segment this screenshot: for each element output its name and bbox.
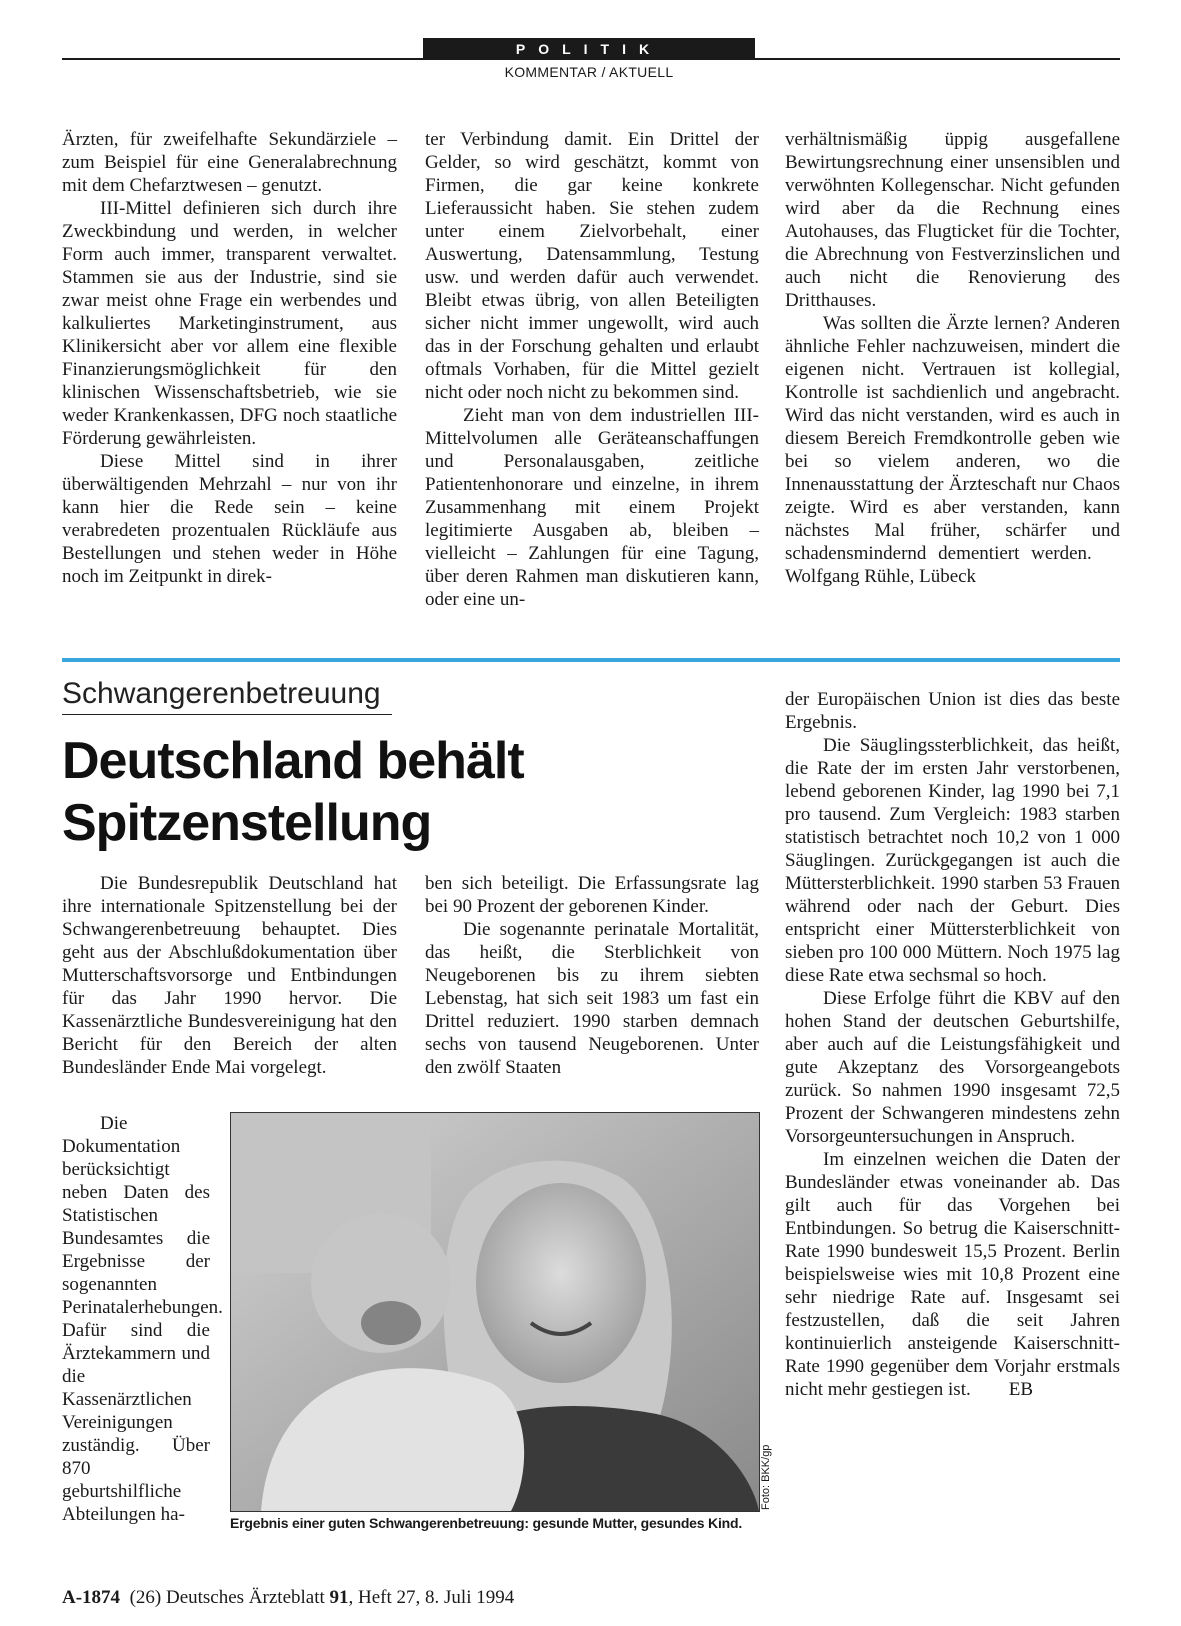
paragraph: Die Bundesrepublik Deutschland hat ihre internationale Spitzenstellung bei der Schwangerenbetreuung behauptet. Dies geht aus der Abschlußdokumentation über Mutterschaftsvorsorge und Entbindungen für das Jahr 1990 hervor. Die Kassenärztliche Bundesvereinigung hat den Bericht für den Bereich der alten Bundesländer Ende Mai vorgelegt. <box>62 873 397 1078</box>
paragraph <box>785 1148 1120 1401</box>
paragraph-text: Im einzelnen weichen die Daten der Bundesländer etwas voneinander ab. Das gilt auch für das Vorgehen bei Entbindungen. So betrug die Kaiserschnitt-Rate 1990 bundesweit 15,5 Prozent. Berlin beispielsweise wies mit 10,8 Prozent eine sehr niedrige Rate auf. Insgesamt sei festzustellen, daß die seit Jahren kontinuierlich ansteigende Kaiserschnitt-Rate 1990 gegenüber dem Vorjahr erstmals nicht mehr gestiegen ist. <box>785 1149 1120 1400</box>
publication: (26) Deutsches Ärzteblatt <box>129 1587 325 1608</box>
article-column-1 <box>62 872 397 1079</box>
paragraph: ter Verbindung damit. Ein Drittel der Gelder, so wird geschätzt, kommt von Firmen, die gar keine konkrete Lieferaussicht haben. Sie stehen zudem unter einem Zielvorbehalt, einer Auswertung, Datensammlung, Testung usw. und werden dafür auch verwendet. Bleibt etwas übrig, von allen Beteiligten sicher nicht immer ungewollt, wird auch das in der Forschung gehalten und erlaubt oftmals Vorhaben, für die Mittel gezielt nicht oder noch nicht zu bekommen sind. <box>425 129 759 403</box>
paragraph-text: Was sollten die Ärzte lernen? Anderen ähnliche Fehler nachzuweisen, mindert die eigenen nicht. Vertrauen ist kollegial, Kontrolle ist sachdienlich und angebracht. Wird das nicht verstanden, wird es auch in diesem Bereich Fremdkontrolle geben wie bei so vielem anderen, wo die Innenausstattung der Ärzteschaft nur Chaos zeigte. Wird es aber verstanden, kann nächstes Mal früher, schärfer und schadensmindernd dementiert werden. <box>785 313 1120 564</box>
paragraph: III-Mittel definieren sich durch ihre Zweckbindung und werden, in welcher Form auch immer, transparent verwaltet. Stammen sie aus der Industrie, sind sie zwar meist ohne Frage ein werbendes und kalkuliertes Marketinginstrument, aus Klinikersicht aber vor allem eine flexible Finanzierungsmöglichkeit für den klinischen Wissenschaftsbetrieb, wie sie weder Krankenkassen, DFG noch staatliche Förderung gewährleisten. <box>62 198 397 449</box>
paragraph: Die sogenannte perinatale Mortalität, das heißt, die Sterblichkeit von Neugeborenen bis zu ihrem siebten Lebenstag, hat sich seit 1983 um fast ein Drittel reduziert. 1990 starben demnach sechs von tausend Neugeborenen. Unter den zwölf Staaten <box>425 919 759 1078</box>
page-footer <box>62 1587 762 1609</box>
paragraph: Diese Erfolge führt die KBV auf den hohen Stand der deutschen Geburtshilfe, aber auch auf die Leistungsfähigkeit und gute Akzeptanz des Vorsorgeangebots zurück. So nahmen 1990 insgesamt 72,5 Prozent der Schwangeren mindestens zehn Vorsorgeuntersuchungen in Anspruch. <box>785 988 1120 1147</box>
paragraph: der Europäischen Union ist dies das beste Ergebnis. <box>785 689 1120 733</box>
issue-date: , Heft 27, 8. Juli 1994 <box>348 1587 515 1608</box>
headline-line: Spitzenstellung <box>62 794 432 852</box>
paragraph: Die Säuglingssterblichkeit, das heißt, die Rate der im ersten Jahr verstorbenen, lebend geborenen Kinder, lag 1990 bei 7,1 pro tausend. Zum Vergleich: 1983 starben statistisch betrachtet noch 10,2 von 1 000 Säuglingen. Zurückgegangen ist auch die Müttersterblichkeit. 1990 starben 53 Frauen während oder nach der Geburt. Dies entspricht einer Müttersterblichkeit von sieben pro 100 000 Müttern. Noch 1975 lag diese Rate etwa sechsmal so hoch. <box>785 735 1120 986</box>
paragraph: Ärzten, für zweifelhafte Sekundärziele – zum Beispiel für eine Generalabrechnung mit dem Chefarztwesen – genutzt. <box>62 129 397 196</box>
signature: EB <box>1008 1379 1034 1400</box>
author: Wolfgang Rühle, Lübeck <box>785 566 977 587</box>
article-column-3 <box>785 688 1120 1401</box>
article-narrow-column <box>62 1112 223 1526</box>
photo-caption: Ergebnis einer guten Schwangerenbetreuung: gesunde Mutter, gesundes Kind. <box>230 1515 743 1531</box>
paragraph: Zieht man von dem industriellen III-Mittelvolumen alle Geräteanschaffungen und Personalausgaben, zeitliche Patientenhonorare und einzelne, in ihrem Zusammenhang mit einem Projekt legitimierte Ausgaben ab, bleiben – vielleicht – Zahlungen für eine Tagung, über deren Rahmen man diskutieren kann, oder eine un- <box>425 405 759 610</box>
commentary-column-3 <box>785 128 1120 588</box>
section-label: POLITIK <box>423 38 755 60</box>
headline-line: Deutschland behält <box>62 732 524 790</box>
article-headline <box>62 730 742 854</box>
paragraph: ben sich beteiligt. Die Erfassungsrate lag bei 90 Prozent der geborenen Kinder. <box>425 873 759 917</box>
commentary-column-1 <box>62 128 397 588</box>
photo-credit-text: Foto: BKK/gp <box>760 1444 772 1510</box>
mother-child-photo <box>231 1113 759 1511</box>
photo-credit <box>760 1420 776 1510</box>
volume: 91 <box>329 1587 349 1608</box>
article-kicker: Schwangerenbetreuung <box>62 676 392 715</box>
subsection-label: KOMMENTAR / AKTUELL <box>504 64 674 80</box>
paragraph: verhältnismäßig üppig ausgefallene Bewirtungsrechnung einer unsensiblen und verwöhnten Kollegenschar. Nicht gefunden wird aber da die Rechnung eines Autohauses, das Flugticket für die Tochter, die Abrechnung von Festverzinslichen und auch nicht die Renovierung des Dritthauses. <box>785 129 1120 311</box>
article-photo <box>230 1112 760 1512</box>
paragraph: Diese Mittel sind in ihrer überwältigenden Mehrzahl – nur von ihr kann hier die Rede sein – keine verabredeten prozentualen Rückläufe aus Bestellungen und stehen weder in Höhe noch im Zeitpunkt in direk- <box>62 451 397 587</box>
paragraph <box>785 312 1120 588</box>
commentary-column-2 <box>425 128 759 611</box>
article-column-2 <box>425 872 759 1079</box>
section-divider <box>62 658 1120 662</box>
page-number: A-1874 <box>62 1587 121 1608</box>
paragraph: Die Dokumentation berücksichtigt neben Daten des Statistischen Bundesamtes die Ergebnisse der sogenannten Perinatalerhebungen. Dafür sind die Ärztekammern und die Kassenärztlichen Vereinigungen zuständig. Über 870 geburtshilfliche Abteilungen ha- <box>62 1113 223 1525</box>
